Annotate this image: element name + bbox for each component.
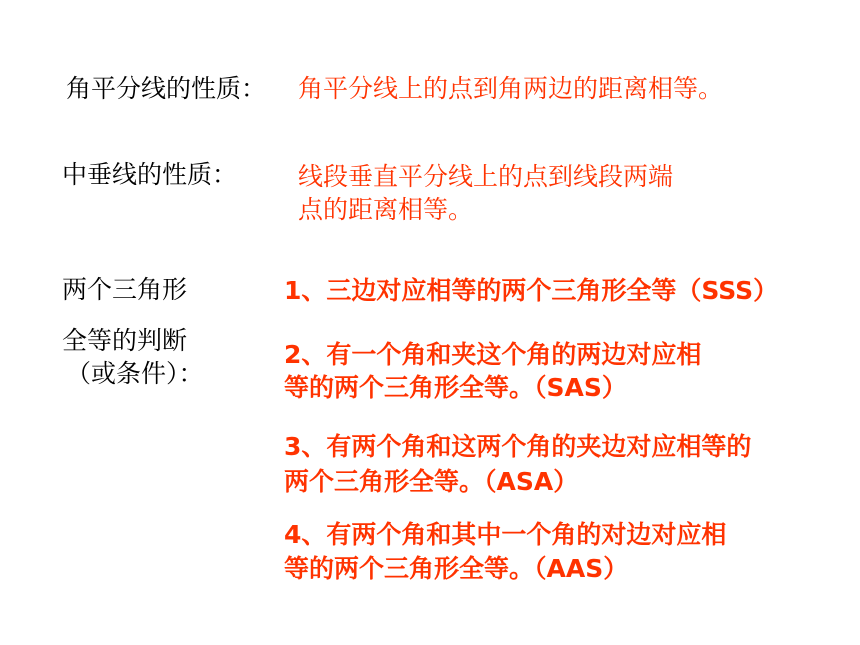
- angle-bisector-property: 角平分线上的点到角两边的距离相等。: [298, 74, 724, 103]
- criterion-sss: 1、三边对应相等的两个三角形全等（SSS）: [284, 276, 779, 305]
- perpendicular-bisector-label: 中垂线的性质：: [62, 160, 238, 189]
- perpendicular-bisector-property-line1: 线段垂直平分线上的点到线段两端: [298, 162, 674, 191]
- congruence-label-line1: 两个三角形: [62, 275, 188, 304]
- criterion-sas-line1: 2、有一个角和夹这个角的两边对应相: [284, 340, 702, 369]
- congruence-label-line3: （或条件）：: [66, 359, 204, 388]
- congruence-label-line2: 全等的判断: [62, 326, 188, 355]
- perpendicular-bisector-property-line2: 点的距离相等。: [298, 195, 474, 224]
- criterion-aas-line1: 4、有两个角和其中一个角的对边对应相: [284, 520, 727, 549]
- criterion-aas-line2: 等的两个三角形全等。（AAS）: [284, 554, 629, 583]
- criterion-sas-line2: 等的两个三角形全等。（SAS）: [284, 373, 627, 402]
- angle-bisector-label: 角平分线的性质：: [66, 74, 267, 103]
- criterion-asa-line2: 两个三角形全等。（ASA）: [284, 467, 579, 496]
- criterion-asa-line1: 3、有两个角和这两个角的夹边对应相等的: [284, 432, 752, 461]
